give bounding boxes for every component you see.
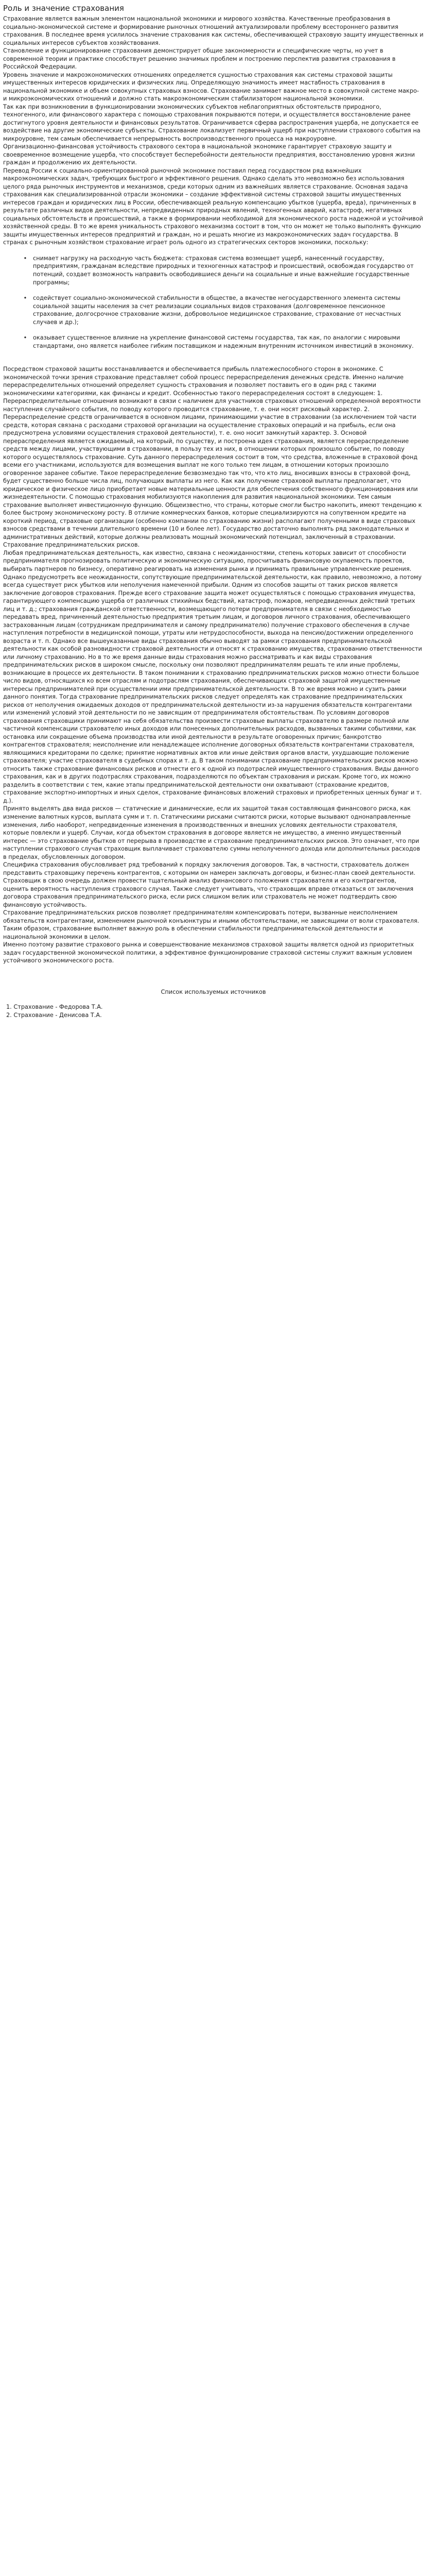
- page-title: Роль и значение страхования: [3, 4, 124, 13]
- spacer: [3, 358, 424, 365]
- bullet-list: [3, 255, 424, 350]
- paragraph: Страхование предпринимательских рисков.: [3, 541, 140, 549]
- intro-section: [3, 15, 424, 247]
- bullet-text: снимает нагрузку на расходную часть бюджета: страховая система возмещает ущерб, нанесенный государству, предприятиям, гражданам вследствие природных и техногенных катастроф и происшествий, освобождая государство от потенций, создает возможность направить освободившиеся деньги на социальные и иные важнейшие государственные программы;: [33, 255, 414, 286]
- paragraph: Так как при возникновении в функционировании экономических субъектов неблагоприятных обстоятельств природного, техногенного, или финансового характера с помощью страхования покрываются потери, и осуществляется восстановление ранее достигнутого уровня деятельности и финансовых результатов. Ограничивается сферва распространения ущерба, не допускается ее воздействие на другие экономические субъекты. Страхование локализует первичный ущерб при наступлении страхового события на микроуровне, тем самым обеспечивается непрерывность воспроизводственного процесса на макроуровне.: [3, 103, 421, 142]
- bullet-icon: •: [23, 295, 27, 302]
- paragraph: Принято выделять два вида рисков — статические и динамические, если их защитой такая составляющая финансового риска, как изменение валютных курсов, выплата сумм и т. п. Статическими рисками считаются риски, которые вызывают однонаправленные изменения, либо наоборот, непредвиденные изменения в производственных и внешних условиях деятельности страхователя, которые повлекли и ущерб. Случаи, когда объектом страхования в договоре является не имущество, а именно имущественный интерес — это страхование убытков от перерыва в производстве и страхование предпринимательских рисков. Это означает, что при наступлении страхового случая страховщик выплачивает страхователю суммы неполученного дохода или дополнительных расходов в пределах, обусловленных договором.: [3, 805, 420, 860]
- paragraph: Страхование предпринимательских рисков позволяет предпринимателям компенсировать потери, вызванные неисполнением обязательств контрагентами, изменением рыночной конъюнктуры и иными обстоятельствами, не зависящими от воли страхователя. Таким образом, страхование выполняет важную роль в обеспечении стабильности предпринимательской деятельности и национальной экономики в целом.: [3, 909, 420, 940]
- bullet-icon: •: [23, 255, 27, 262]
- reference-item: 2. Страхование - Денисова Т.А.: [6, 1011, 102, 1019]
- spacer: [3, 247, 424, 255]
- paragraph: Уровень значение и макроэкономических отношениях определяется сущностью страхования как системы страховой защиты имущественных интересов юридических и физических лиц. Определяющую значимость имеет мастабность страхования в национальной экономике и объем совокупных страховых взносов. Страхование занимает важное место в совокупной системе макро- и микроэкономических отношений и должно стать макроэкономическим стабилизатором национальной экономики.: [3, 71, 419, 103]
- paragraph: Перевод России к социально-ориентированной рыночной экономике поставил перед государством ряд важнейших макроэкономических задач, требующих быстрого и эффективного решения. Однако сделать это невозможно без использования целого ряда рыночных инструментов и механизмов, среди которых одним из важнейших является страхование. Основная задача страхования как специализированной отрасли экономики – создание эффективной системы страховой защиты имущественных интересов граждан и юридических лиц в России, обеспечивающей реальную компенсацию убытков (ущерба, вреда), причиненных в результате различных видов деятельности, непредвиденных природных явлений, техногенных аварий, катастроф, негативных социальных обстоятельств и происшествий, а также в формировании необходимой для экономического роста надежной и устойчивой хозяйственной среды. В то же время уникальность страхового механизма состоит в том, что он может не только выполнять функцию защиты имущественных интересов предприятий и граждан, но и решать многие из макроэкономических задач государства. В странах с рыночным хозяйством страхование играет роль одного из стратегических секторов экономики, поскольку:: [3, 167, 423, 246]
- paragraph: Любая предпринимательская деятельность, как известно, связана с неожиданностями, степень которых зависит от способности предпринимателя прогнозировать политическую и экономическую ситуацию, просчитывать финансовую окупаемость проектов, выбирать партнеров по бизнесу, оперативно реагировать на изменения рынка и принимать правильные управленческие решения. Однако предусмотреть все неожиданности, сопутствующие предпринимательской деятельности, как правило, невозможно, а потому всегда существует риск убытков или неполучения намеченной прибыли. Одним из способов защиты от таких рисков является заключение договоров страхования. Прежде всего страхование защита может осуществляться с помощью страхования имущества, гарантирующего компенсацию ущерба от различных стихийных бедствий, катастроф, пожаров, непредвиденных действий третьих лиц и т. д.; страхования гражданской ответственности, возмещающего потери предпринимателя в связи с необходимостью передавать вред, причиненный деятельностью предприятия третьим лицам, и договоров личного страхования, обеспечивающего застрахованным лицам (сотрудникам предпринимателя и самому предпринимателю) получение страхового обеспечения в случае наступления потребности в медицинской помощи, утраты или нетрудоспособности, выхода на пенсию/достижении определенного возраста и т. п. Однако все вышеуказанные виды страхования обычно выводят за рамки страхования предпринимательской деятельности как особой разновидности страховой деятельности и относят к страхованию имущества, страхованию ответственности или личному страхованию. Но в то же время данные виды страхования можно рассматривать и как виды страхования предпринимательских рисков в широком смысле, поскольку они позволяют предпринимателям решать те или иные проблемы, возникающие в процессе их деятельности. В таком понимании к страхованию предпринимательских рисков можно отнести большое число видов, относящихся ко всем отраслям и подотраслям страхования, обеспечивающих страховой защитой имущественные интересы предпринимателей при осуществлении ими предпринимательской деятельности. В то же время можно и сузить рамки данного понятия. Тогда страхование предпринимательских рисков следует определять как страхование предпринимательских рисков от неполучения ожидаемых доходов от предпринимательской деятельности из-за нарушения обязательств контрагентами или изменений условий этой деятельности по не зависящим от предпринимателя обстоятельствам. По условиям договоров страхования страховщики принимают на себя обязательства произвести страховые выплаты страхователю в размере полной или частичной компенсации страхователю иных доходов или понесенных дополнительных расходов, вызванных такими событиями, как остановка или сокращение объема производства или иной деятельности в результате оговоренных причин; банкротство контрагентов страхователя; неисполнение или ненадлежащее исполнение договорных обязательств контрагентами страхователя, являющимися кредиторами по сделке; принятие нормативных актов или иные действия органов власти, ухудшающие положение страхователя; участие страхователя в судебных спорах и т. д. В таком понимании страхование предпринимательских рисков можно относить также страхование финансовых рисков и отнести его к одной из подотраслей имущественного страхования. Виды данного страхования, как и в других подотраслях страхования, подразделяются по объектам страхования и рискам. Кроме того, их можно разделить в соответствии с тем, какие этапы предпринимательской деятельности они охватывают (страхование кредитов, страхование экспортно-импортных и иных сделок, страхование финансовых вложений страховых и приобретенных ценных бумаг и т. д.).: [3, 549, 422, 804]
- paragraph: Именно поэтому развитие страхового рынка и совершенствование механизмов страховой защиты является одной из приоритетных задач государственной экономической политики, а эффективное функционирование страховой системы служит важным условием устойчивого экономического роста.: [3, 941, 414, 964]
- references-title: Список используемых источников: [161, 988, 266, 995]
- bullet-icon: •: [23, 334, 27, 342]
- spacer: [3, 965, 424, 973]
- paragraph: Специфика страхования обусловливает ряд требований к порядку заключения договоров. Так, в частности, страхователь должен представить страховщику перечень контрагентов, с которыми он намерен заключать договоры, и бизнес-план своей деятельности. Страховщик в свою очередь должен провести тщательный анализ финансового положения страхователя и его контрагентов, оценить вероятность наступления страхового случая. Также следует учитывать, что страховщик вправе отказаться от заключения договора страхования предпринимательского риска, если риск слишком велик или страхователь не может подтвердить свою финансовую устойчивость.: [3, 861, 415, 908]
- bullet-text: оказывает существенное влияние на укрепление финансовой системы государства, так как, по аналогии с мировыми стандартами, оно является наиболее гибким поставщиком и надежным внутренним источником инвестиций в экономику.: [33, 334, 414, 349]
- spacer: [3, 980, 424, 988]
- reference-item: 1. Страхование - Федорова Т.А.: [6, 1004, 103, 1011]
- paragraph: Становление и функционирование страхования демонстрирует общие закономерности и специфические черты, но учет в современной теории и практике способствует решению значимых проблем и построению перспектив развития страхования в Российской Федерации.: [3, 47, 396, 71]
- paragraph: Посредством страховой защиты восстанавливается и обеспечивается прибыль платежеспособного сторон в экономике. С экономической точки зрения страхование представляет собой процесс перераспределения денежных средств. Именно наличие перераспределительных отношений определяет сущность страхования и позволяет поставить его в один ряд с такими экономическими категориями, как финансы и кредит. Особенностью такого перераспределения состоят в следующем: 1. Перераспределительные отношения возникают в связи с наличием для участников страховых отношений определенной вероятности наступления случайного события, по поводу которого проводится страхование, т. е. они носят рисковый характер. 2. Перераспределение средств ограничивается в основном лицами, принимающими участие в страховании (за исключением той части средств, которая связана с расходами страховой организации на осуществление страховых операций и на прибыль, если она предусмотрена условиями осуществления страховой деятельности), т. е. оно носит замкнутый характер. 3. Основой перераспределения является ожидаемый, на который, по существу, и построена идея страхования, является перераспределение средств между лицами, участвующими в страховании, в пользу тех из них, в отношении которых произошло событие, по поводу которого осуществлялось страхование. Суть данного перераспределения состоит в том, что средства, вложенные в страховой фонд всеми его участниками, используются для возмещения выплат не кого только тем лицам, в отношении которых произошло оговоренное заранее событие. Такое перераспределение безвозмездно так что, что кто лиц, вносивших взносы в страховой фонд, будет существенно больше числа лиц, получающих выплаты из него. Как как получение страховой выплаты предполагает, что юридическое и физическое лицо приобретает новые материальные ценности для обеспечения собственного функционирования или жизнедеятельности. С помощью страхования мобилизуются накопления для развития национальной экономики. Тем самым страхование выполняет инвестиционную функцию. Общеизвестно, что страны, которые смогли быстро накопить, имеют тенденцию к более быстрому экономическому росту. В отличие коммерческих банков, которые специализируются на сопутвенном кредите на короткий период, страховые организации (особенно компании по страхованию жизни) располагают полученными в виде страховых взносов средствами в течении длительного времени (10 и более лет). Государство достаточно выполнять ряд законодательных и административных действий, которые должны реализовать мощный экономический потенциал, заключенный в страховании.: [3, 366, 422, 540]
- spacer: [3, 973, 424, 980]
- paragraph: Организационно-финансовая устойчивость страхового сектора в национальной экономике гарантирует страховую защиту и своевременное возмещение ущерба, что способствует бесперебойности деятельности предприятия, восстановлению уровня жизни граждан и продолжению их деятельности.: [3, 143, 415, 166]
- bullet-item: [22, 294, 424, 326]
- bullet-text: содействует социально-экономической стабильности в обществе, а вкачестве негосударственного элемента системы социальной защиты населения за счет реализации социальных видов страхования (долговременное пенсионное страхование, долгосрочное страхование жизни, добровольное медицинское страхование, страхование от несчастных случаев и др.);: [33, 295, 402, 326]
- paragraph: Страхование является важным элементом национальной экономики и мирового хозяйства. Качественные преобразования в социально-экономической системе и формирование рыночных отношений актуализировали проблему всестороннего развития страхования. В последнее время усилилось значение страхования как системы, обеспечивающей страховую защиту имущественных и социальных интересов субъектов хозяйствования.: [3, 15, 424, 46]
- bullet-item: [22, 334, 424, 350]
- spacer: [3, 350, 424, 358]
- references-list: [3, 1003, 424, 1019]
- body-section: [3, 365, 424, 965]
- bullet-item: [22, 255, 424, 286]
